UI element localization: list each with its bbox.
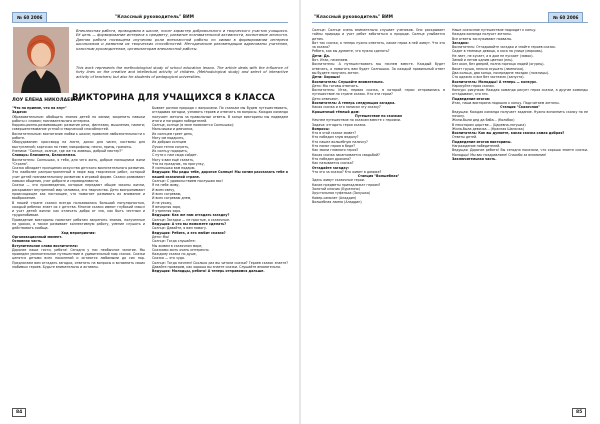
paragraph: Висит груша, нельзя скушать (лампочка). [452,66,525,71]
paragraph: Дети: Мы готовы отвечать. [312,83,359,88]
right-page [300,0,600,424]
paragraph: Какая сказка заканчивается свадьбой? [312,152,380,157]
paragraph: Ведущая: Дорогие ребята! Вы сегодня показали, что хорошо знаете сказки. Молодцы! Мы вас поздравляем! Спасибо за внимание! [452,148,588,157]
journal-title-right: "Классный руководитель" ВИМ [314,14,394,19]
abstract-english: This work represents the methodological study of school education lesson. The article deals with the influence of forty lines on the creative and intellectual activity of children. (Methodological study) and select of interactive activity of teachers; but also for students of pedagogical universities. [76,66,288,79]
paragraph: Дети: Мы! [152,234,170,239]
paragraph: Здесь живут сказочные герои. [312,178,365,183]
paragraph: Вот так сказка, а теперь нужно ответить, какие герои в ней живут. Что это за сказка? [312,40,445,50]
paragraph: Вот. Итак, начинаем. [312,58,349,63]
paragraph: В нашей стране сказки всегда пользовались большой популярностью, каждый ребенок знает их с детства. Многие сказки имеют глубокий смысл и учат детей жизни: как отличать добро от зла, как быть честным и трудолюбивым. [12,200,145,218]
paragraph: Их солнцем греет день, [152,131,194,136]
paragraph: Как называется сказка? [312,161,354,166]
paragraph: Без окон, без дверей, полна горница людей (огурец). [452,62,545,67]
paragraph: Ход мероприятия: [61,230,96,235]
paragraph: Ведущая: Как же нам отгадать загадку? [152,213,230,218]
paragraph: Вопросы: [312,126,330,131]
issue-number-right: № 60 2006 [548,12,583,23]
paragraph: Что на праздник, на прогулку, [152,161,205,166]
paragraph: Станция "Волшебная" [357,174,400,179]
paragraph: Золотой ключик (Буратино) [312,186,360,191]
issue-number: № 60 2006 [12,12,47,23]
paragraph: Ковер-самолет (Аладдин) [312,195,357,200]
abstract-russian: Внеклассная работа, проводимая в школе, носит характер добровольного и творческого участия учащихся. Её цель — формирование интереса к предмету, развитие познавательной активности, воспитание личности. Данная работа посвящена изучению роли внеклассной работы по химии в формировании интереса школьников и развитии их творческих способностей. Методические рекомендации адресованы учителям, классным руководителям, организаторам внеклассной работы. [76,29,288,51]
paragraph: Их добрым солнцем [152,140,187,145]
paragraph: Лучом тепла согреть, [152,144,190,149]
paragraph: Жила-была девочка... (Красная Шапочка) [452,126,524,131]
paragraph: "Что на приеме, что на кнут" [12,106,67,110]
paragraph: Каждая команда получит жетоны. [452,32,512,37]
paragraph: Какие предметы принадлежат героям? [312,182,381,187]
paragraph: Все ответы заслуживают похвалы. [452,36,513,41]
journal-title: "Классный руководитель" ВИМ [115,14,195,19]
paragraph: Как звали главного героя? [312,148,359,153]
right-column-2 [452,28,588,404]
paragraph: Основная часть. [12,239,43,244]
paragraph: Кто нашел волшебную палочку? [312,139,368,144]
paragraph: И всех согреваю днем, [152,196,192,201]
paragraph: Солнце: Загадки — не простые, а сказочные. [152,217,230,222]
paragraph: Я вечерняя заря, [152,204,182,209]
paragraph: Начнем путешествие по сказкам вместе с героями. [312,118,401,123]
paragraph: Солнце: С удовольствием послушаю вас! [152,179,223,184]
paragraph: Воспитатель: Солнышко, я тебя, для чего жить, добрые помощники жили "Страна". [12,157,145,166]
paragraph: Солнце: Давайте, я вам помогу. [152,226,207,231]
header-rule [12,22,288,23]
paragraph: Ведущая: Мы рады тебе, дорогое Солнце! Мы хотим рассказать тебе о нашей сказочной стране. [152,170,288,179]
paragraph: И всех согреваю, [152,191,182,196]
paragraph: Ребята, как вы думаете, что нужно сделать? [312,49,390,54]
paragraph: Воспитатель: Слушайте внимательно. [312,79,384,84]
paragraph: Ответы детей. [452,135,478,140]
left-column-2 [152,106,288,404]
paragraph: Каждому сказка по душе, [152,252,197,257]
paragraph: Я утренняя заря. [152,209,182,214]
paragraph: Солнце: Тогда начнем! Сколько раз вы читали сказки? Героев сказок знаете? Давайте проверим, как хорошо вы знаете сказки. Слушайте внимательно. [152,260,288,269]
paragraph: Образовательные: обобщить знания детей по химии; закрепить навыки работы с словом; познавательного интереса. [12,114,145,123]
paragraph: Я солнышко вам подарю. [152,166,196,171]
page-number-left: 84 [12,408,26,417]
paragraph: Задачи: [12,110,28,115]
paragraph: Могу я вам ещё сказать, [152,157,195,162]
paragraph: Ведущая: Каждая команда получает задание. Нужно вспомнить сказку по ее началу. [452,109,588,118]
paragraph: Вступительное слово воспитателя: [12,243,78,248]
paragraph: Два кольца, два конца, посередине гвоздик (ножницы). [452,70,550,75]
left-column-1 [12,106,145,404]
paragraph: Кто победил злую ведьму? [312,135,359,140]
page-number-right: 85 [572,408,586,417]
paragraph: Проведение викторины помогает ребятам закрепить знания, полученные на уроках, а также развивает коллективную работу, умение слушать и действовать сообща. [12,217,145,231]
header-rule-right [312,22,588,23]
paragraph: Организационный момент. [12,234,63,239]
paragraph: Конкурс рисунков: Каждая команда рисует героя сказки, а другие команды отгадывают, кто это. [452,88,588,97]
paragraph: И всем свечу, [152,187,176,192]
paragraph: Мы живем в сказочном мире, [152,243,203,248]
paragraph: Отгадайте загадку: [312,165,350,170]
paragraph: Солнце: Солнце очень внимательно слушает учеников. Оно раскрывает тайны природы и учит ребят заботиться о природе. Солнце улыбается детям. [312,28,445,41]
paragraph: Нарисуйте героя сказки. [452,83,495,88]
paragraph: В некотором царстве... (Царевна-лягушка) [452,122,526,127]
paragraph: Зимой и летом одним цветом (ель). [452,58,514,63]
paragraph: Наше сказочное путешествие подходит к концу. [452,28,537,32]
paragraph: Воспитатель: Итак, первая сказка, в которой герои отправились в путешествие по стране сказок. Кто эти герои? [312,88,445,97]
paragraph: Не лает, не кусает, а в дом не пускает (замок). [452,53,534,58]
paragraph: Сидит в темнице девица, а коса на улице (морковь). [452,49,544,54]
paragraph: Дети отвечают. [312,96,339,101]
paragraph: Кто победил дракона? [312,156,351,161]
paragraph: Какая сказка и кто написал эту сказку? [312,105,381,110]
paragraph: Заключительная часть. [452,156,497,161]
paragraph: Итак, наша викторина подошла к концу. Подсчитаем жетоны. [452,101,560,106]
paragraph: Сказки — это произведения, которые передают общие законы жизни, раскрывают внутренний мир человека, его творчество. Дети воспринимают происходящее как настоящее, что помогает развивать их внимание и воображение. [12,183,145,201]
paragraph: Воспитатель: Как вы думаете, какая сказка самая добрая? [452,131,565,136]
paragraph: Путешествие по сказкам [355,113,402,118]
paragraph: Воспитатель: А теперь следующая загадка. [312,101,396,106]
paragraph: Ведущая: Ребята, а кто любит сказки? [152,230,226,235]
paragraph: Станция "Сказочная" [500,105,540,110]
paragraph: Ведущая: А что вы поможете сделать? [152,222,227,227]
article-title: ВИКТОРИНА ДЛЯ УЧАЩИХСЯ 8 КЛАССА [72,93,276,103]
paragraph: Словарь: Елизавета, Белоснежка. [12,153,77,158]
paragraph: Могу им подарить, [152,136,185,141]
paragraph: Дети: Да. [312,53,331,58]
paragraph: Хрустальная туфелька (Золушка) [312,191,371,196]
paragraph: Воспитатель: Отгадывайте загадки и знайте героев сказок. [452,45,557,50]
paragraph: С пути к нам сюда сойдет. [152,153,198,158]
paragraph: Кто помог герою в беде? [312,144,355,149]
paragraph: И не ухожу, [152,200,173,205]
paragraph: Оборудование: кроссворд на листе, доски для чисел, костюмы для выступлений; карточки по теме; микрофоны; песни, призы, грамоты. [12,140,145,149]
paragraph: Что это за сказка? Кто живет в домике? [312,169,382,174]
paragraph: Бывает разная природа с вопросами. По сказкам мы будем путешествовать, отгадывая загадки, узнавать героев и отвечать на вопросы. Каждая команда получает жетоны за правильные ответы. В конце викторины мы подведем итоги и наградим победителей. [152,106,288,123]
paragraph: Загадки: [452,40,469,45]
paragraph: Кто в этой сказке живет? [312,131,357,136]
paragraph: Дорогие наши гости, ребята! Сегодня у нас необычное занятие. Мы проведем увлекательное путешествие в удивительный мир сказок. Сказки ценятся детьми всех поколений и остаются любимыми до сих пор. Предлагаем вам отгадать загадки, ответить на вопросы и вспомнить своих любимых героев. Будьте внимательны и активны. [12,247,145,269]
paragraph: Сказка — это чудо. [152,256,186,261]
paragraph: Сказка обладает принципом искусства детского воспитательного развития. Это наиболее распространенный в мире вид творческих работ, который учит детей познавательному развитию в игровой форме. Сказки развивают навыки общения, учат доброте и справедливости. [12,166,145,184]
paragraph: Дети: Хорошо! [312,75,341,80]
paragraph: Воспитатель: Молодцы! А теперь — конкурс. [452,79,538,84]
paragraph: Солнце, солнце (в зале появляется Солнышко): [152,123,235,128]
paragraph: Я на небе живу, [152,183,180,188]
paragraph: Волшебная лампа (Аладдин) [312,199,362,204]
author-name: ЛОУ ЕЛЕНА НИКОЛАЕВНА [12,98,82,103]
paragraph: Крошечный тёплый дом: [312,109,360,114]
paragraph: Ученики: "Солнце, солнце, где же ты живешь, добрый мастер?" [12,148,123,153]
author-photo [13,27,69,93]
paragraph: Задача: отгадать героя сказки. [312,122,367,127]
paragraph: Воспитательные: воспитание любви к школе; привитие любознательности к работе. [12,131,145,141]
paragraph: Воспитатель: А путешествовать мы начнем вместе. Каждый будет отвечать, а помогать вам будет Солнышко. За каждый правильный ответ вы будете получать жетон. [312,62,445,75]
paragraph: Сказками жить очень интересно. [152,247,210,252]
paragraph: Награждение победителей. [452,144,501,149]
paragraph: Солнце: Тогда слушайте: [152,239,196,244]
paragraph: Жили-были дед да баба... (Колобок) [452,118,515,123]
paragraph: Мальчишки и девчонки, [152,127,194,132]
paragraph: Подведение итогов: [452,96,491,101]
paragraph: Ведущая: Молодцы, ребята! А теперь отправимся дальше. [152,269,265,274]
paragraph: Сто одежек и все без застежек (капуста). [452,75,525,80]
paragraph: Коррекционно-развивающие: развитие речи, фантазии, мышления, памяти; совершенствование устной и творческой способностей. [12,123,145,132]
paragraph: Их солнцу подарить, [152,148,188,153]
paragraph: Подведение итогов викторины. [452,139,512,144]
right-column-1 [312,28,445,404]
